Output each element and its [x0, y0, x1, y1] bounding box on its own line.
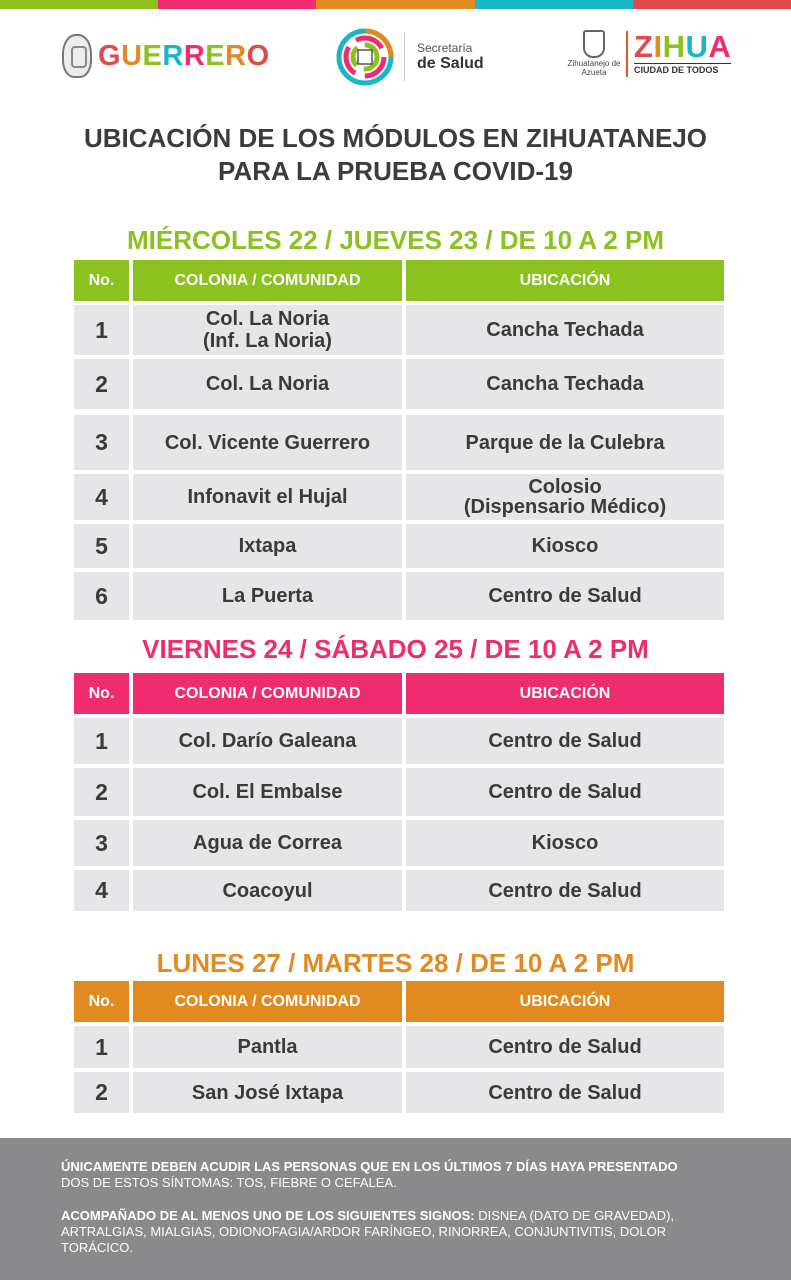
logo-row — [0, 28, 791, 88]
row-colonia: Col. Vicente Guerrero — [133, 415, 402, 470]
municipal-seal-icon — [583, 30, 605, 58]
footer-paragraph-2 — [61, 1208, 741, 1256]
municipal-seal — [566, 30, 622, 78]
row-colonia: Ixtapa — [133, 524, 402, 568]
row-ubicacion: Centro de Salud — [406, 1026, 724, 1068]
table-row — [74, 718, 724, 764]
header-no: No. — [74, 673, 129, 714]
table-row — [74, 474, 724, 520]
footer-p2-rest: DISNEA (DATO DE GRAVEDAD), ARTRALGIAS, MIALGIAS, ODIONOFAGIA/ARDOR FARÍNGEO, RINORREA, CONJUNTIVITIS, DOLOR TORÁCICO. — [61, 1208, 675, 1255]
row-ubicacion: Kiosco — [406, 524, 724, 568]
row-ubicacion: Centro de Salud — [406, 718, 724, 764]
header-colonia: COLONIA / COMUNIDAD — [133, 981, 402, 1022]
row-no: 2 — [74, 1072, 129, 1113]
row-ubicacion: Centro de Salud — [406, 768, 724, 816]
table-row — [74, 305, 724, 355]
ubicacion-line-1: Colosio — [528, 476, 602, 498]
state-seal-icon — [62, 34, 92, 78]
header-no: No. — [74, 981, 129, 1022]
row-colonia: La Puerta — [133, 572, 402, 620]
header-no: No. — [74, 260, 129, 301]
top-color-bar — [0, 0, 791, 9]
row-no: 1 — [74, 305, 129, 355]
row-no: 3 — [74, 820, 129, 866]
row-colonia: San José Ixtapa — [133, 1072, 402, 1113]
table-row — [74, 572, 724, 620]
ubicacion-line-2: (Dispensario Médico) — [463, 496, 667, 518]
row-ubicacion: Centro de Salud — [406, 1072, 724, 1113]
zihua-logo — [566, 30, 731, 78]
colonia-line-1: Col. La Noria — [205, 308, 330, 330]
row-colonia: Infonavit el Hujal — [133, 474, 402, 520]
table-header — [74, 673, 724, 714]
color-bar-red — [633, 0, 791, 9]
table-row — [74, 768, 724, 816]
row-ubicacion: Cancha Techada — [406, 359, 724, 409]
row-colonia — [133, 305, 402, 355]
row-ubicacion: Kiosco — [406, 820, 724, 866]
color-bar-pink — [158, 0, 316, 9]
table-row — [74, 524, 724, 568]
row-ubicacion: Centro de Salud — [406, 870, 724, 911]
title-line-1: UBICACIÓN DE LOS MÓDULOS EN ZIHUATANEJO — [83, 123, 708, 153]
row-colonia: Coacoyul — [133, 870, 402, 911]
row-colonia: Col. La Noria — [133, 359, 402, 409]
row-no: 4 — [74, 474, 129, 520]
row-no: 1 — [74, 1026, 129, 1068]
row-ubicacion — [406, 474, 724, 520]
table-row — [74, 870, 724, 911]
table-row — [74, 359, 724, 409]
section-2-heading: VIERNES 24 / SÁBADO 25 / DE 10 A 2 PM — [142, 634, 649, 664]
municipal-seal-label: Zihuatanejo de Azueta — [567, 59, 621, 77]
salud-small-label: Secretaría — [417, 40, 473, 55]
table-row — [74, 1072, 724, 1113]
zihua-tagline: CIUDAD DE TODOS — [634, 63, 731, 76]
header-colonia: COLONIA / COMUNIDAD — [133, 673, 402, 714]
row-no: 2 — [74, 359, 129, 409]
logo-divider — [404, 33, 405, 81]
table-row — [74, 820, 724, 866]
section-3-heading: LUNES 27 / MARTES 28 / DE 10 A 2 PM — [156, 948, 635, 978]
salud-big-label: de Salud — [417, 54, 484, 72]
row-colonia: Col. Darío Galeana — [133, 718, 402, 764]
footer-p2-bold: ACOMPAÑADO DE AL MENOS UNO DE LOS SIGUIENTES SIGNOS: — [61, 1208, 475, 1223]
table-row — [74, 415, 724, 470]
row-colonia: Col. El Embalse — [133, 768, 402, 816]
row-no: 3 — [74, 415, 129, 470]
color-bar-green — [0, 0, 158, 9]
header-ubicacion: UBICACIÓN — [406, 673, 724, 714]
footer-p1-rest: DOS DE ESTOS SÍNTOMAS: TOS, FIEBRE O CEFALEA. — [61, 1175, 397, 1190]
title-line-2: PARA LA PRUEBA COVID-19 — [218, 156, 573, 186]
row-no: 6 — [74, 572, 129, 620]
table-header — [74, 981, 724, 1022]
guerrero-wordmark: GUERRERO — [98, 39, 270, 72]
row-no: 4 — [74, 870, 129, 911]
row-ubicacion: Centro de Salud — [406, 572, 724, 620]
row-no: 1 — [74, 718, 129, 764]
logo-divider — [626, 31, 628, 77]
symptoms-footer — [0, 1138, 791, 1280]
row-colonia: Agua de Correa — [133, 820, 402, 866]
footer-p1-bold: ÚNICAMENTE DEBEN ACUDIR LAS PERSONAS QUE EN LOS ÚLTIMOS 7 DÍAS HAYA PRESENTADO — [61, 1159, 678, 1174]
row-no: 2 — [74, 768, 129, 816]
section-1-heading: MIÉRCOLES 22 / JUEVES 23 / DE 10 A 2 PM — [126, 225, 665, 255]
header-ubicacion: UBICACIÓN — [406, 260, 724, 301]
table-header — [74, 260, 724, 301]
row-ubicacion: Parque de la Culebra — [406, 415, 724, 470]
row-no: 5 — [74, 524, 129, 568]
zihua-wordmark: ZIHUA — [634, 29, 732, 65]
secretaria-salud-logo — [336, 28, 484, 86]
header-colonia: COLONIA / COMUNIDAD — [133, 260, 402, 301]
table-row — [74, 1026, 724, 1068]
color-bar-orange — [316, 0, 474, 9]
colonia-line-2: (Inf. La Noria) — [203, 330, 332, 352]
salud-emblem-icon — [336, 28, 394, 86]
guerrero-logo — [62, 34, 270, 78]
header-ubicacion: UBICACIÓN — [406, 981, 724, 1022]
footer-paragraph-1 — [61, 1159, 741, 1191]
page-title — [0, 122, 791, 188]
row-ubicacion: Cancha Techada — [406, 305, 724, 355]
color-bar-teal — [475, 0, 633, 9]
row-colonia: Pantla — [133, 1026, 402, 1068]
